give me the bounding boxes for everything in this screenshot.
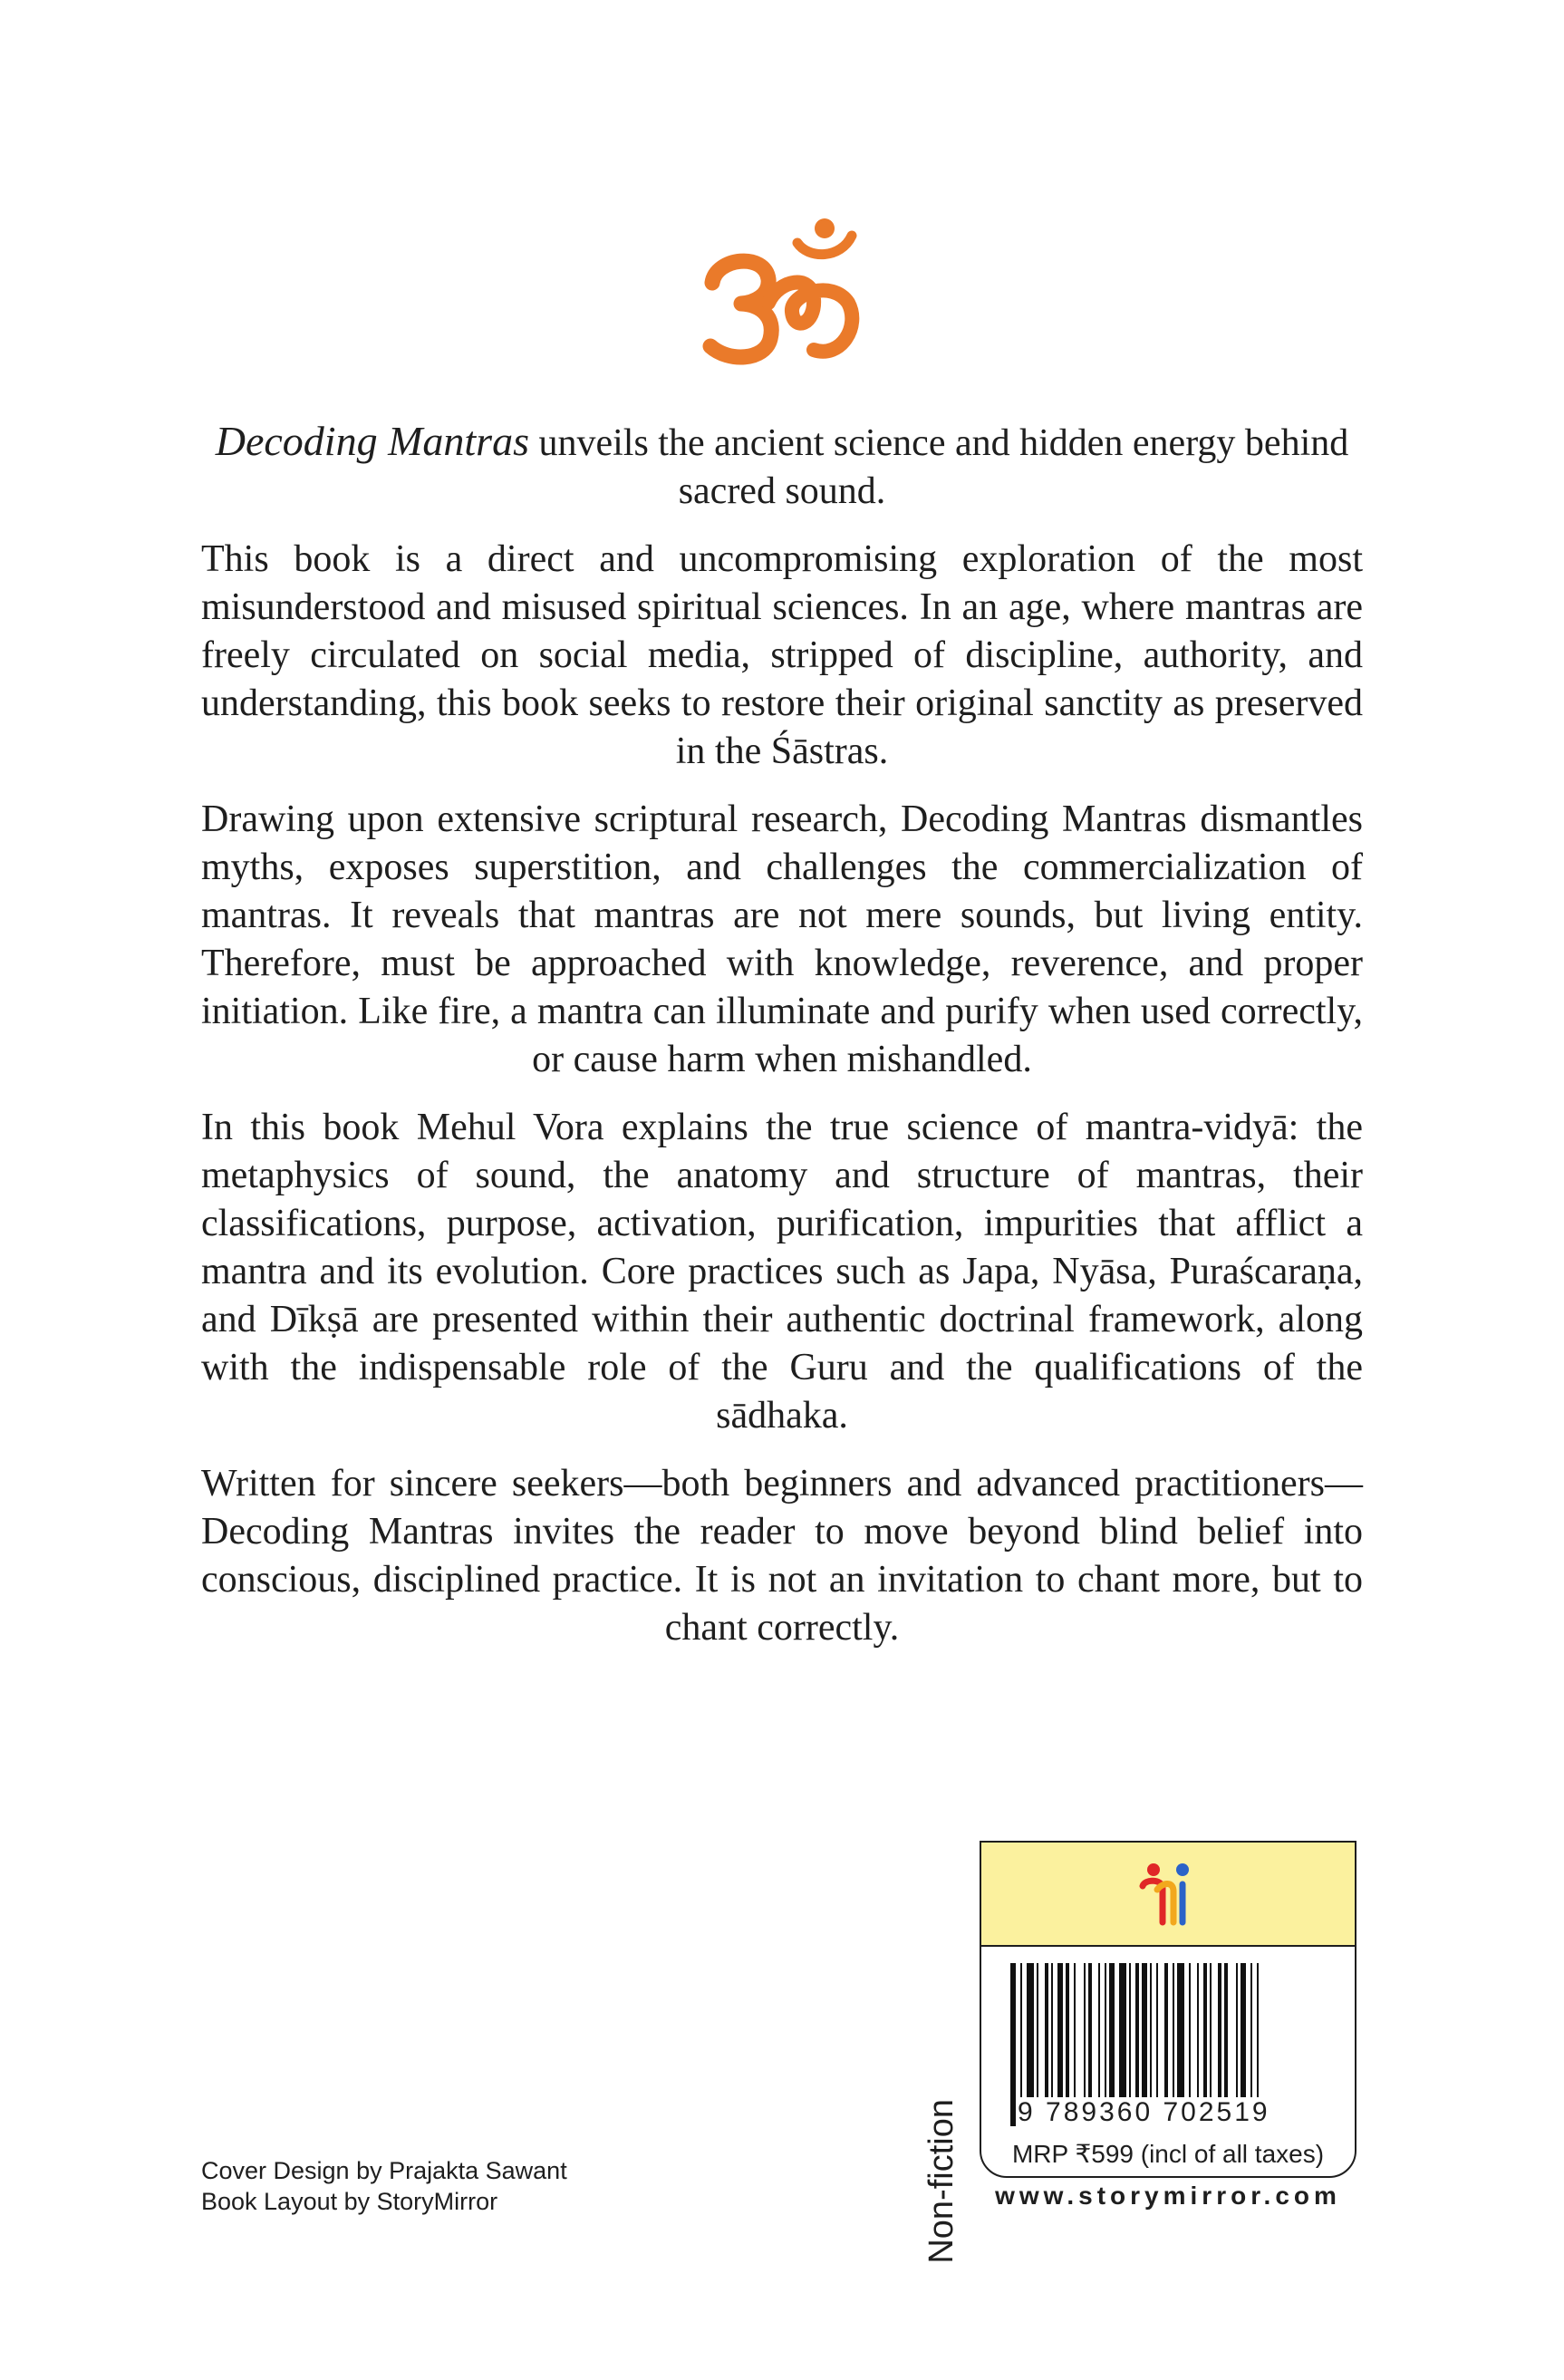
barcode-box <box>980 1841 1356 2178</box>
cover-design-credit: Cover Design by Prajakta Sawant <box>201 2157 567 2184</box>
publisher-band <box>981 1843 1355 1947</box>
blurb-paragraph: Drawing upon extensive scriptural research, Decoding Mantras dismantles myths, exposes superstition, and challenges the commercialization of mantras. It reveals that mantras are not mere sounds, but living entity. Therefore, must be approached with knowledge, reverence, and proper initiation. Like fire, a mantra can illuminate and purify when used correctly, or cause harm when mishandled. <box>201 798 1363 1080</box>
blurb-lead-text: unveils the ancient science and hidden energy behind sacred sound. <box>528 422 1349 512</box>
book-title: Decoding Mantras <box>215 418 529 464</box>
storymirror-logo-icon <box>1132 1859 1204 1930</box>
book-layout-credit: Book Layout by StoryMirror <box>201 2188 498 2215</box>
om-symbol-icon <box>696 216 868 370</box>
genre-label: Non-fiction <box>922 2099 961 2264</box>
barcode-area <box>981 1947 1355 2178</box>
credits <box>201 2155 567 2217</box>
publisher-website: www.storymirror.com <box>995 2182 1341 2210</box>
blurb-paragraph: This book is a direct and uncompromising exploration of the most misunderstood and misused spiritual sciences. In an age, where mantras are freely circulated on social media, stripped of discipline, authority, and understanding, this book seeks to restore their original sanctity as preserved in the Śāstras. <box>201 538 1363 772</box>
isbn-digits: 9 789360 702519 <box>1018 2097 1270 2127</box>
blurb-paragraph: Written for sincere seekers—both beginners and advanced practitioners—Decoding Mantras invites the reader to move beyond blind belief into conscious, disciplined practice. It is not an invitation to chant more, but to chant correctly. <box>201 1463 1363 1649</box>
blurb-paragraph: In this book Mehul Vora explains the true science of mantra-vidyā: the metaphysics of sound, the anatomy and structure of mantras, their classifications, purpose, activation, purification, impurities that afflict a mantra and its evolution. Core practices such as Japa, Nyāsa, Puraścaraṇa, and Dīkṣā are presented within their authentic doctrinal framework, along with the indispensable role of the Guru and the qualifications of the sādhaka. <box>201 1107 1363 1437</box>
mrp-price: MRP ₹599 (incl of all taxes) <box>1011 2140 1325 2168</box>
blurb-lead <box>201 417 1363 516</box>
back-cover-blurb <box>201 417 1363 1672</box>
